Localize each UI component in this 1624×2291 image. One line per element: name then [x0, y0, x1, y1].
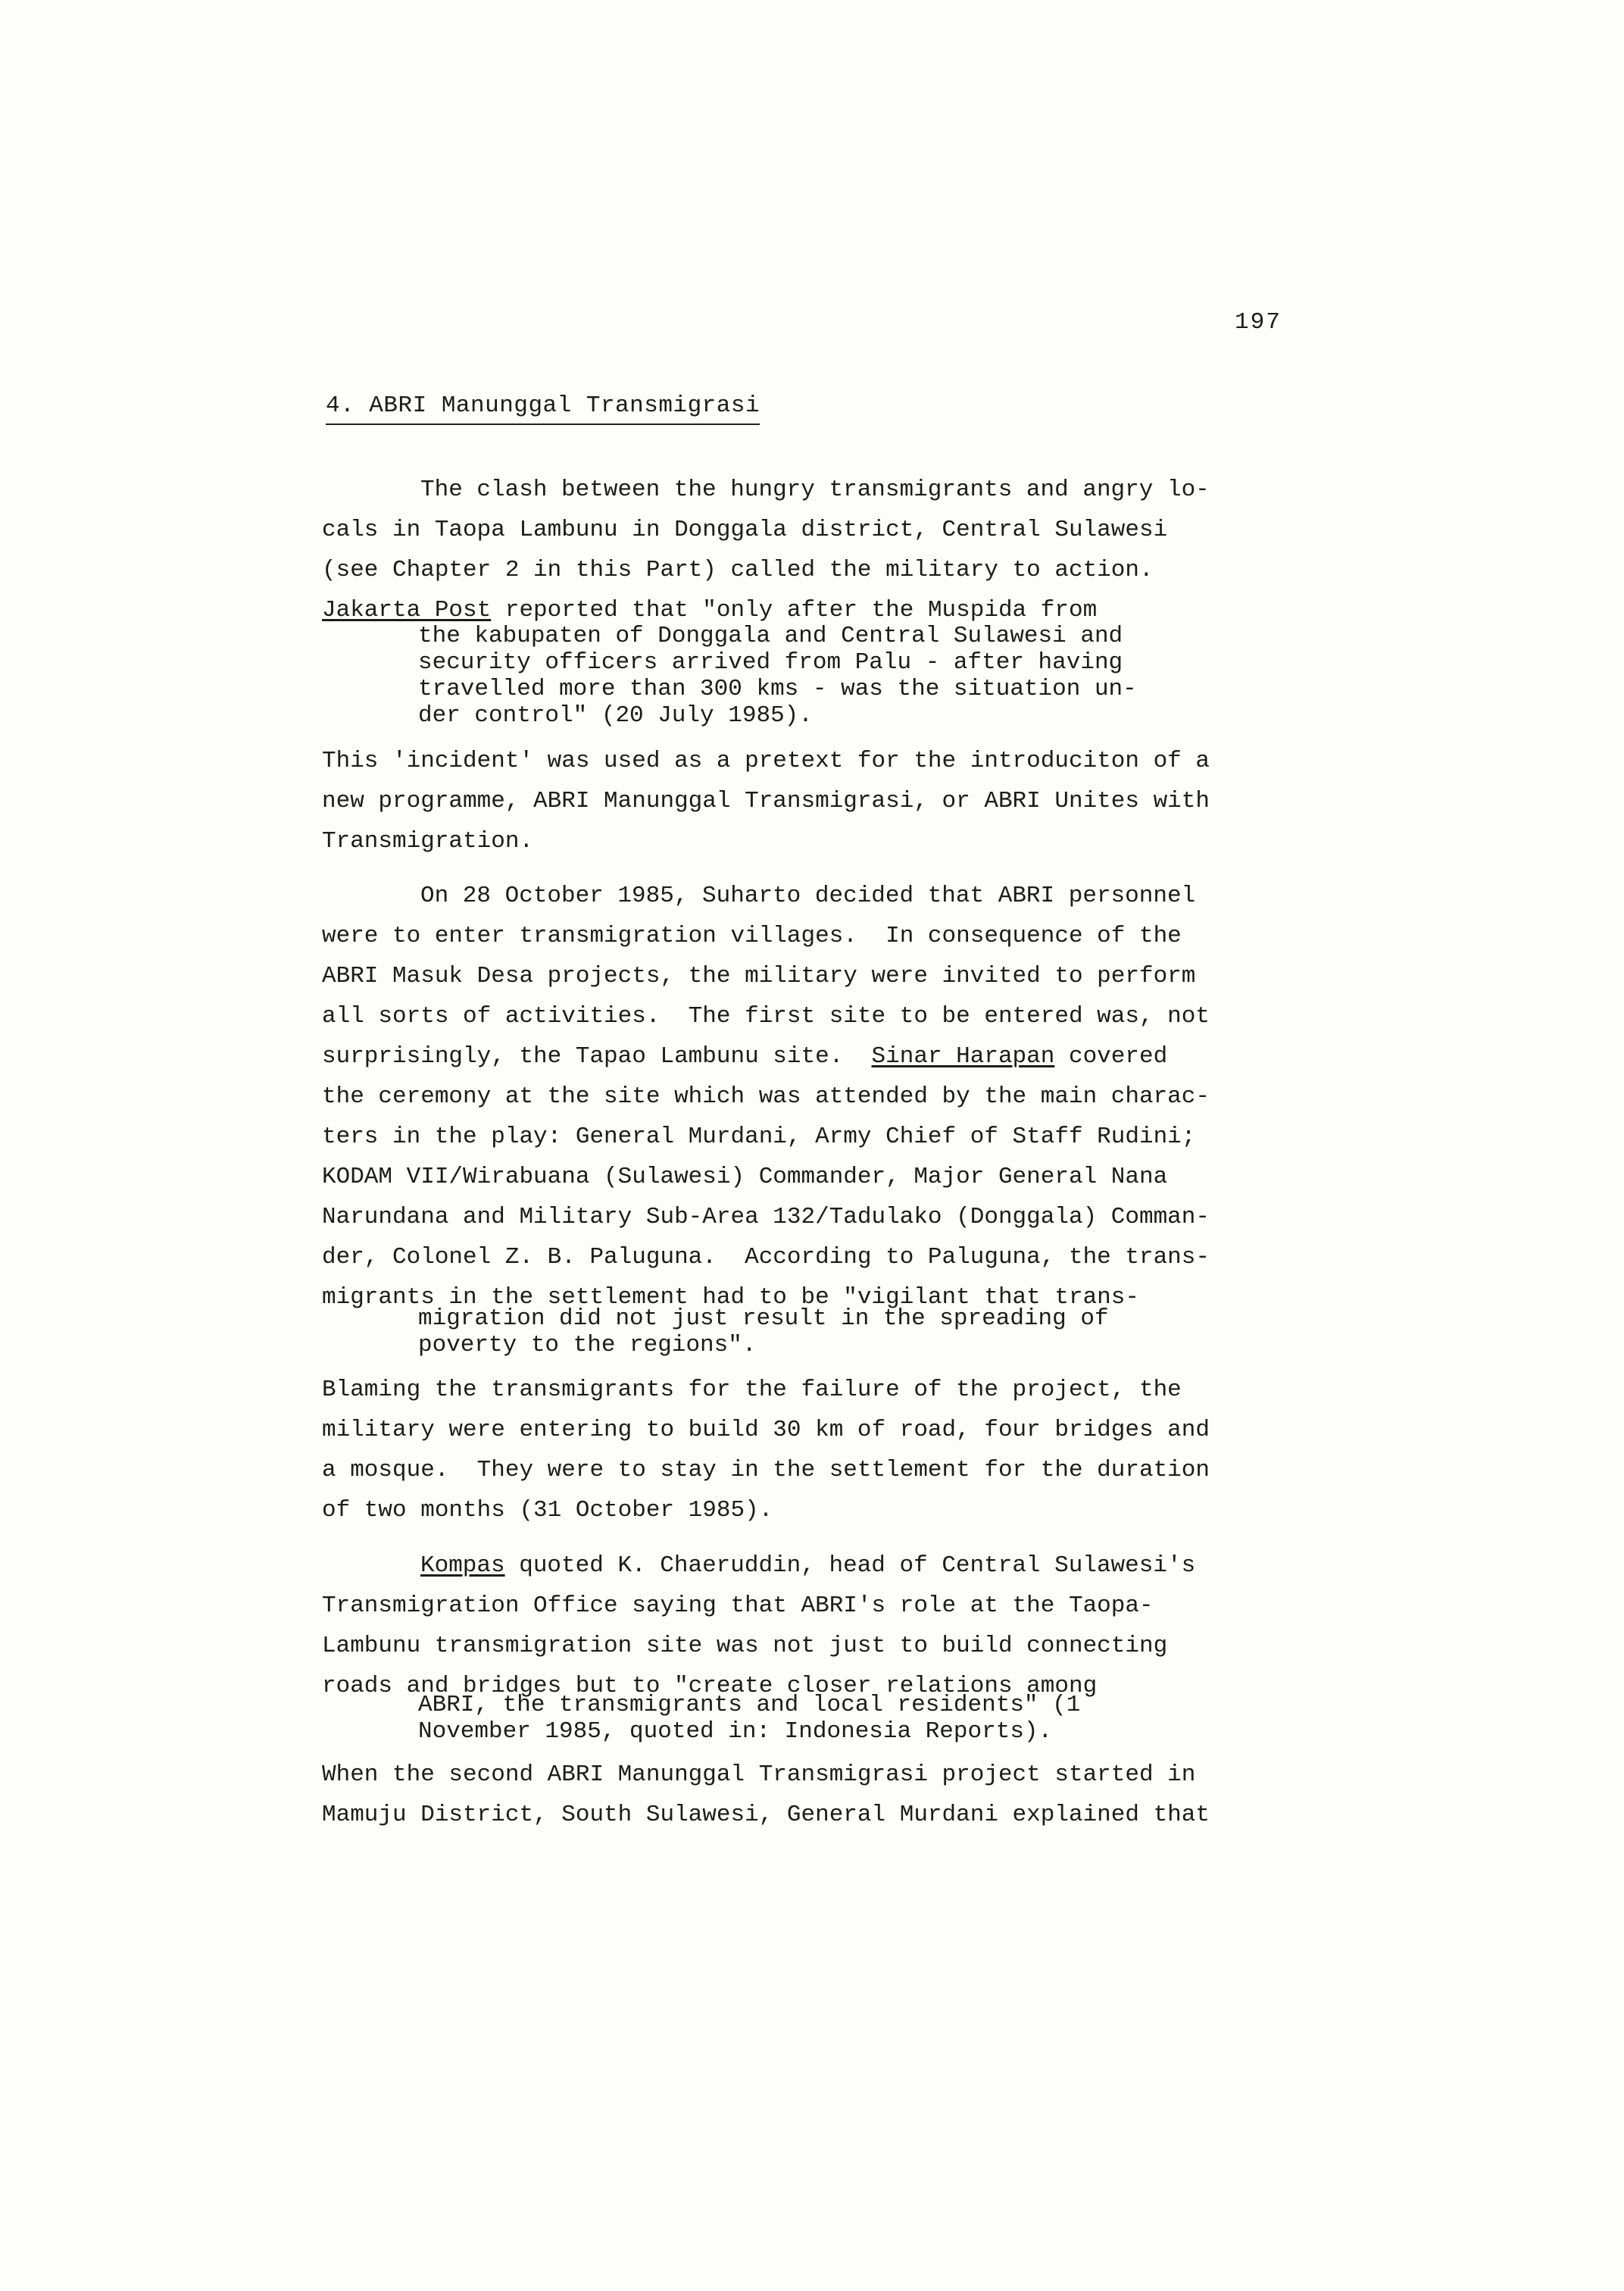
text-line: Transmigration Office saying that ABRI's role at the Taopa-: [322, 1592, 1154, 1619]
quote-line: the kabupaten of Donggala and Central Sulawesi and: [418, 623, 1123, 649]
paragraph-5: [322, 1546, 1329, 1706]
text-line: (see Chapter 2 in this Part) called the military to action.: [322, 557, 1154, 583]
text-line: a mosque. They were to stay in the settlement for the duration: [322, 1457, 1210, 1483]
quote-line: security officers arrived from Palu - after having: [418, 649, 1123, 676]
text-line: all sorts of activities. The first site to be entered was, not: [322, 1003, 1210, 1030]
text-line: roads and bridges but to "create closer relations among: [322, 1673, 1098, 1699]
text-line: were to enter transmigration villages. In consequence of the: [322, 923, 1182, 949]
text-line: Blaming the transmigrants for the failure of the project, the: [322, 1377, 1182, 1403]
text-line: the ceremony at the site which was attended by the main charac-: [322, 1083, 1210, 1110]
quote-line: der control" (20 July 1985).: [418, 702, 813, 729]
text-line: This 'incident' was used as a pretext for the introduciton of a: [322, 748, 1210, 774]
text-line: ABRI Masuk Desa projects, the military were invited to perform: [322, 963, 1196, 989]
text-line: Lambunu transmigration site was not just to build connecting: [322, 1633, 1168, 1659]
paragraph-4: [322, 1370, 1329, 1530]
text-line: Mamuju District, South Sulawesi, General Murdani explained that: [322, 1802, 1210, 1828]
block-quote-3: [418, 1692, 1080, 1745]
paragraph-6: [322, 1755, 1329, 1835]
text-fragment: surprisingly, the Tapao Lambunu site.: [322, 1043, 872, 1070]
quote-line: ABRI, the transmigrants and local residents" (1: [418, 1692, 1081, 1718]
quote-line: travelled more than 300 kms - was the situation un-: [418, 676, 1137, 702]
source-sinar-harapan: Sinar Harapan: [871, 1043, 1055, 1070]
text-line: ters in the play: General Murdani, Army Chief of Staff Rudini;: [322, 1124, 1196, 1150]
block-quote-2: [418, 1305, 1109, 1358]
paragraph-2: [322, 741, 1329, 861]
text-line: military were entering to build 30 km of road, four bridges and: [322, 1417, 1210, 1443]
text-line: new programme, ABRI Manunggal Transmigrasi, or ABRI Unites with: [322, 788, 1210, 814]
text-line: KODAM VII/Wirabuana (Sulawesi) Commander, Major General Nana: [322, 1164, 1168, 1190]
paragraph-1: [322, 470, 1329, 630]
text-line: [322, 1546, 1329, 1586]
block-quote-1: [418, 623, 1137, 729]
text-fragment: covered: [1054, 1043, 1168, 1070]
source-jakarta-post: Jakarta Post: [322, 597, 492, 624]
text-line: cals in Taopa Lambunu in Donggala district, Central Sulawesi: [322, 517, 1168, 543]
text-line: [322, 1036, 1329, 1077]
text-line: On 28 October 1985, Suharto decided that ABRI personnel: [420, 883, 1196, 909]
text-line: The clash between the hungry transmigrants and angry lo-: [420, 477, 1210, 503]
page-number: 197: [1235, 309, 1282, 336]
quote-line: poverty to the regions".: [418, 1332, 757, 1358]
paragraph-3: [322, 876, 1329, 1317]
text-line: Narundana and Military Sub-Area 132/Tadulako (Donggala) Comman-: [322, 1204, 1210, 1230]
text-fragment: reported that "only after the Muspida from: [491, 597, 1098, 624]
section-heading: 4. ABRI Manunggal Transmigrasi: [326, 392, 760, 425]
text-line: migrants in the settlement had to be "vigilant that trans-: [322, 1284, 1139, 1311]
text-line: der, Colonel Z. B. Paluguna. According to Paluguna, the trans-: [322, 1244, 1210, 1271]
quote-line: migration did not just result in the spreading of: [418, 1305, 1109, 1332]
text-line: When the second ABRI Manunggal Transmigrasi project started in: [322, 1761, 1196, 1788]
text-line: Transmigration.: [322, 828, 534, 855]
source-kompas: Kompas: [420, 1552, 505, 1579]
text-line: of two months (31 October 1985).: [322, 1497, 773, 1524]
text-fragment: quoted K. Chaeruddin, head of Central Sulawesi's: [504, 1552, 1196, 1579]
quote-line: November 1985, quoted in: Indonesia Reports).: [418, 1718, 1053, 1745]
